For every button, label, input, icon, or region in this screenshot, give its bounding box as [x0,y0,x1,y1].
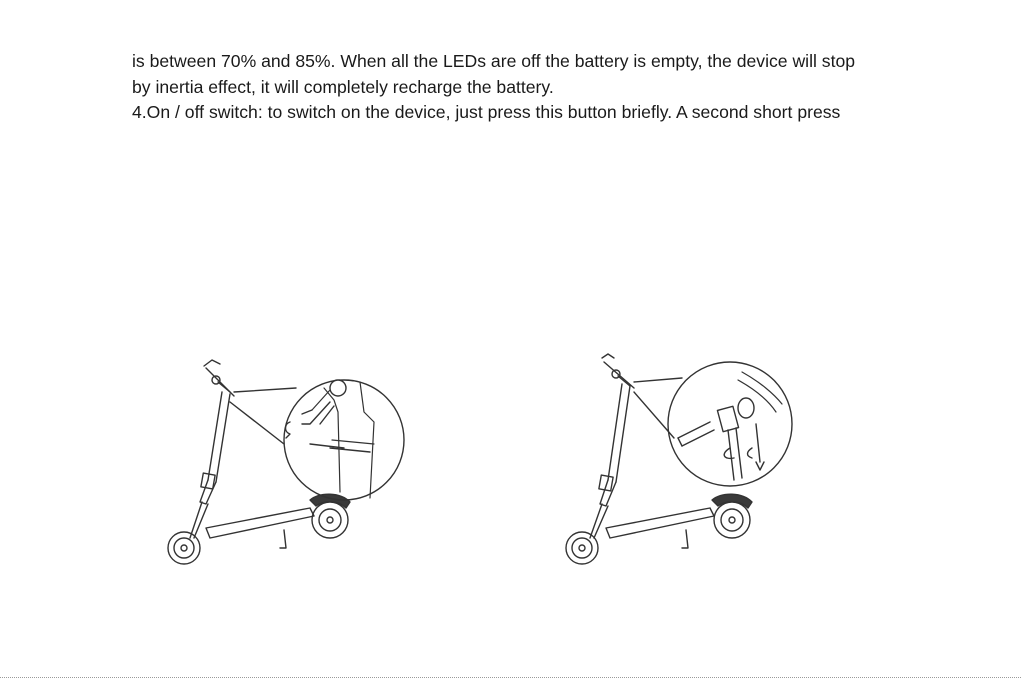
scooter-folding-lever-icon [134,352,416,574]
page-bottom-rule [0,677,1021,678]
scooter-handlebar-fold-icon [560,352,802,574]
body-text [132,49,892,126]
folding-step-2-figure [560,352,802,574]
text-line-3: 4.On / off switch: to switch on the device, just press this button briefly. A second short press [132,102,841,122]
folding-step-1-figure [134,352,416,574]
text-line-1: is between 70% and 85%. When all the LEDs are off the battery is empty, the device will stop [132,51,856,71]
text-line-2: by inertia effect, it will completely recharge the battery. [132,76,554,97]
